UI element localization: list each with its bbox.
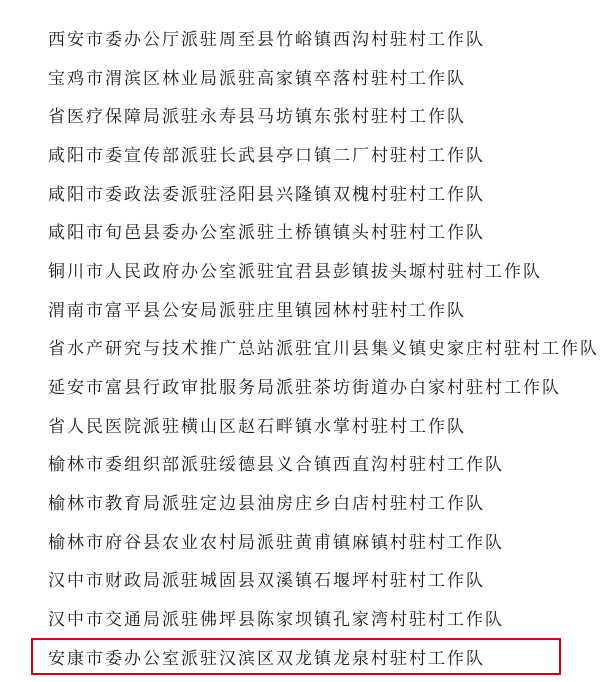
work-team-name: 省人民医院派驻横山区赵石畔镇水掌村驻村工作队 (48, 416, 466, 436)
row-box (31, 406, 561, 443)
row-box (31, 96, 561, 133)
row-box (31, 174, 561, 211)
work-team-name: 汉中市财政局派驻城固县双溪镇石堰坪村驻村工作队 (48, 571, 485, 591)
list-item (0, 444, 600, 483)
row-box (31, 251, 561, 288)
work-team-name: 榆林市委组织部派驻绥德县义合镇西直沟村驻村工作队 (48, 455, 504, 475)
row-box (31, 58, 561, 95)
work-team-name: 榆林市教育局派驻定边县油房庄乡白店村驻村工作队 (48, 494, 485, 514)
highlight-box (31, 638, 561, 675)
list-item-highlighted (0, 637, 600, 676)
list-item (0, 173, 600, 212)
work-team-name: 咸阳市委宣传部派驻长武县亭口镇二厂村驻村工作队 (48, 145, 485, 165)
row-box (31, 522, 561, 559)
work-team-name: 榆林市府谷县农业农村局派驻黄甫镇麻镇村驻村工作队 (48, 532, 504, 552)
work-team-name: 渭南市富平县公安局派驻庄里镇园林村驻村工作队 (48, 300, 466, 320)
list-item (0, 521, 600, 560)
work-team-name: 宝鸡市渭滨区林业局派驻高家镇卒落村驻村工作队 (48, 68, 466, 88)
list-item (0, 18, 600, 57)
row-box (31, 135, 561, 172)
list-item (0, 211, 600, 250)
row-box (31, 483, 561, 520)
list-item (0, 560, 600, 599)
list-item (0, 250, 600, 289)
list-item (0, 95, 600, 134)
work-team-name: 省医疗保障局派驻永寿县马坊镇东张村驻村工作队 (48, 107, 466, 127)
work-team-name: 延安市富县行政审批服务局派驻茶坊街道办白家村驻村工作队 (48, 378, 561, 398)
row-box (31, 444, 561, 481)
list-item (0, 328, 600, 367)
row-box (31, 19, 561, 56)
work-team-name: 咸阳市旬邑县委办公室派驻土桥镇镇头村驻村工作队 (48, 223, 485, 243)
work-team-name: 汉中市交通局派驻佛坪县陈家坝镇孔家湾村驻村工作队 (48, 610, 504, 630)
row-box (31, 367, 561, 404)
row-box (31, 290, 561, 327)
list-item (0, 366, 600, 405)
list-item (0, 482, 600, 521)
row-box (31, 212, 561, 249)
work-team-name: 西安市委办公厅派驻周至县竹峪镇西沟村驻村工作队 (48, 29, 485, 49)
list-item (0, 57, 600, 96)
work-team-name: 省水产研究与技术推广总站派驻宜川县集义镇史家庄村驻村工作队 (48, 339, 599, 359)
row-box (31, 560, 561, 597)
row-box (31, 599, 561, 636)
list-item (0, 134, 600, 173)
list-item (0, 598, 600, 637)
row-box (31, 328, 599, 365)
list-item (0, 405, 600, 444)
list-item (0, 289, 600, 328)
work-team-name: 铜川市人民政府办公室派驻宜君县彭镇拔头塬村驻村工作队 (48, 261, 542, 281)
work-team-name: 咸阳市委政法委派驻泾阳县兴隆镇双槐村驻村工作队 (48, 184, 485, 204)
work-team-name: 安康市委办公室派驻汉滨区双龙镇龙泉村驻村工作队 (48, 648, 485, 668)
